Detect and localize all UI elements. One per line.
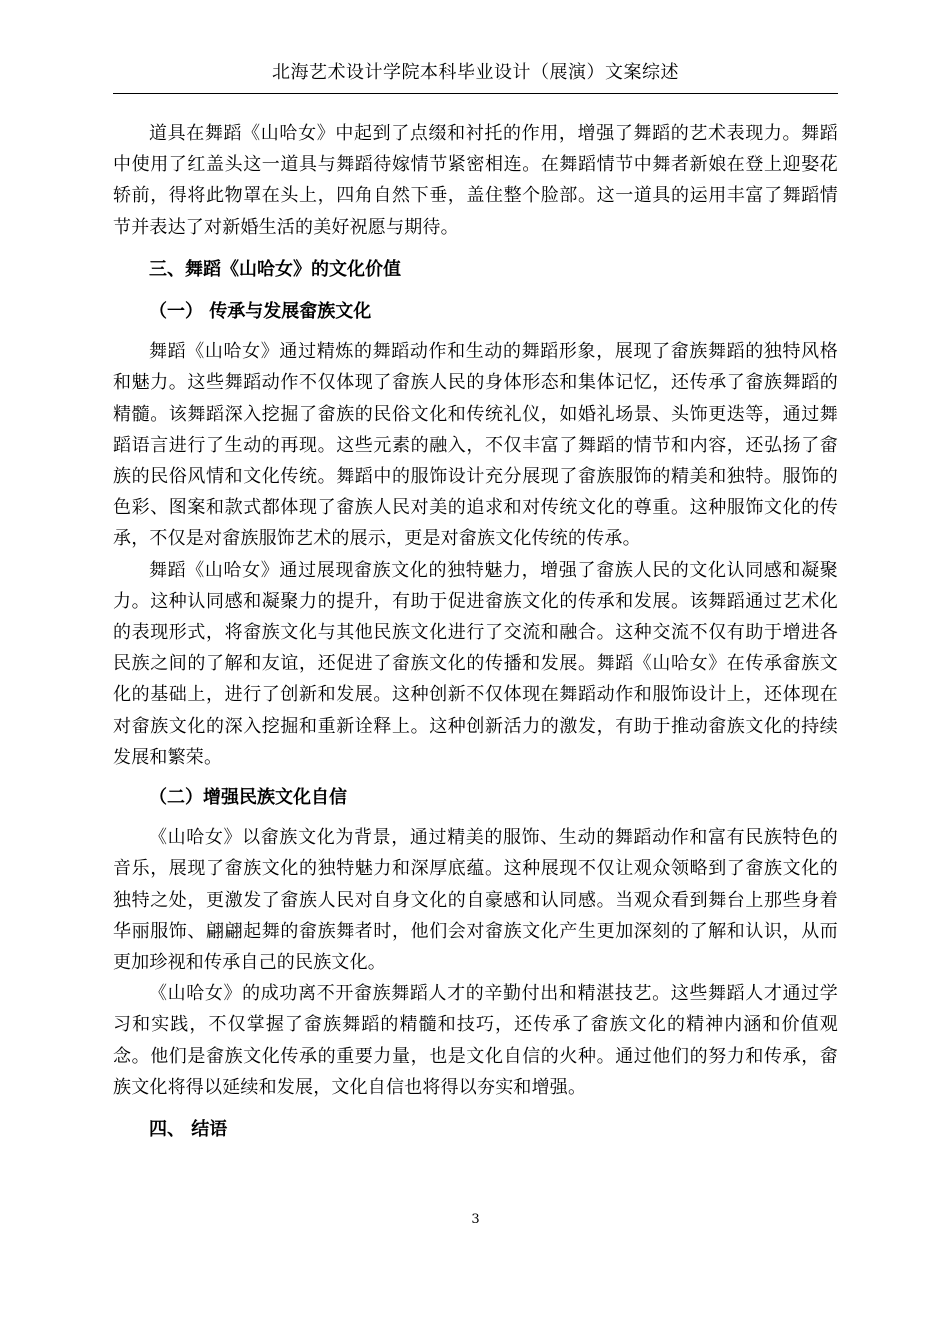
paragraph-inherit-2: 舞蹈《山哈女》通过展现畲族文化的独特魅力，增强了畲族人民的文化认同感和凝聚力。这种认同感和凝聚力的提升，有助于促进畲族文化的传承和发展。该舞蹈通过艺术化的表现形式，将畲族文化与其他民族文化进行了交流和融合。这种交流不仅有助于增进各民族之间的了解和友谊，还促进了畲族文化的传播和发展。舞蹈《山哈女》在传承畲族文化的基础上，进行了创新和发展。这种创新不仅体现在舞蹈动作和服饰设计上，还体现在对畲族文化的深入挖掘和重新诠释上。这种创新活力的激发，有助于推动畲族文化的持续发展和繁荣。 bbox=[113, 559, 838, 768]
section-heading-conclusion: 四、 结语 bbox=[149, 1119, 228, 1141]
paragraph-confidence-2: 《山哈女》的成功离不开畲族舞蹈人才的辛勤付出和精湛技艺。这些舞蹈人才通过学习和实践，不仅掌握了畲族舞蹈的精髓和技巧，还传承了畲族文化的精神内涵和价值观念。他们是畲族文化传承的重要力量，也是文化自信的火种。通过他们的努力和传承，畲族文化将得以延续和发展，文化自信也将得以夯实和增强。 bbox=[113, 983, 838, 1098]
paragraph-props: 道具在舞蹈《山哈女》中起到了点缀和衬托的作用，增强了舞蹈的艺术表现力。舞蹈中使用了红盖头这一道具与舞蹈待嫁情节紧密相连。在舞蹈情节中舞者新娘在登上迎娶花轿前，得将此物罩在头上，四角自然下垂，盖住整个脸部。这一道具的运用丰富了舞蹈情节并表达了对新婚生活的美好祝愿与期待。 bbox=[113, 123, 838, 238]
paragraph-confidence-1: 《山哈女》以畲族文化为背景，通过精美的服饰、生动的舞蹈动作和富有民族特色的音乐，展现了畲族文化的独特魅力和深厚底蕴。这种展现不仅让观众领略到了畲族文化的独特之处，更激发了畲族人民对自身文化的自豪感和认同感。当观众看到舞台上那些身着华丽服饰、翩翩起舞的畲族舞者时，他们会对畲族文化产生更加深刻的了解和认识，从而更加珍视和传承自己的民族文化。 bbox=[113, 827, 838, 974]
subsection-heading-inherit-develop: （一） 传承与发展畲族文化 bbox=[149, 301, 372, 323]
section-heading-cultural-value: 三、舞蹈《山哈女》的文化价值 bbox=[149, 258, 401, 280]
header-divider bbox=[113, 93, 838, 94]
document-body bbox=[113, 118, 838, 1156]
paragraph-inherit-1: 舞蹈《山哈女》通过精炼的舞蹈动作和生动的舞蹈形象，展现了畲族舞蹈的独特风格和魅力。这些舞蹈动作不仅体现了畲族人民的身体形态和集体记忆，还传承了畲族舞蹈的精髓。该舞蹈深入挖掘了畲族的民俗文化和传统礼仪，如婚礼场景、头饰更迭等，通过舞蹈语言进行了生动的再现。这些元素的融入，不仅丰富了舞蹈的情节和内容，还弘扬了畲族的民俗风情和文化传统。舞蹈中的服饰设计充分展现了畲族服饰的精美和独特。服饰的色彩、图案和款式都体现了畲族人民对美的追求和对传统文化的尊重。这种服饰文化的传承，不仅是对畲族服饰艺术的展示，更是对畲族文化传统的传承。 bbox=[113, 341, 838, 550]
subsection-heading-confidence: （二）增强民族文化自信 bbox=[149, 787, 347, 809]
page-number: 3 bbox=[471, 1212, 480, 1227]
page-header-title: 北海艺术设计学院本科毕业设计（展演）文案综述 bbox=[272, 62, 679, 83]
